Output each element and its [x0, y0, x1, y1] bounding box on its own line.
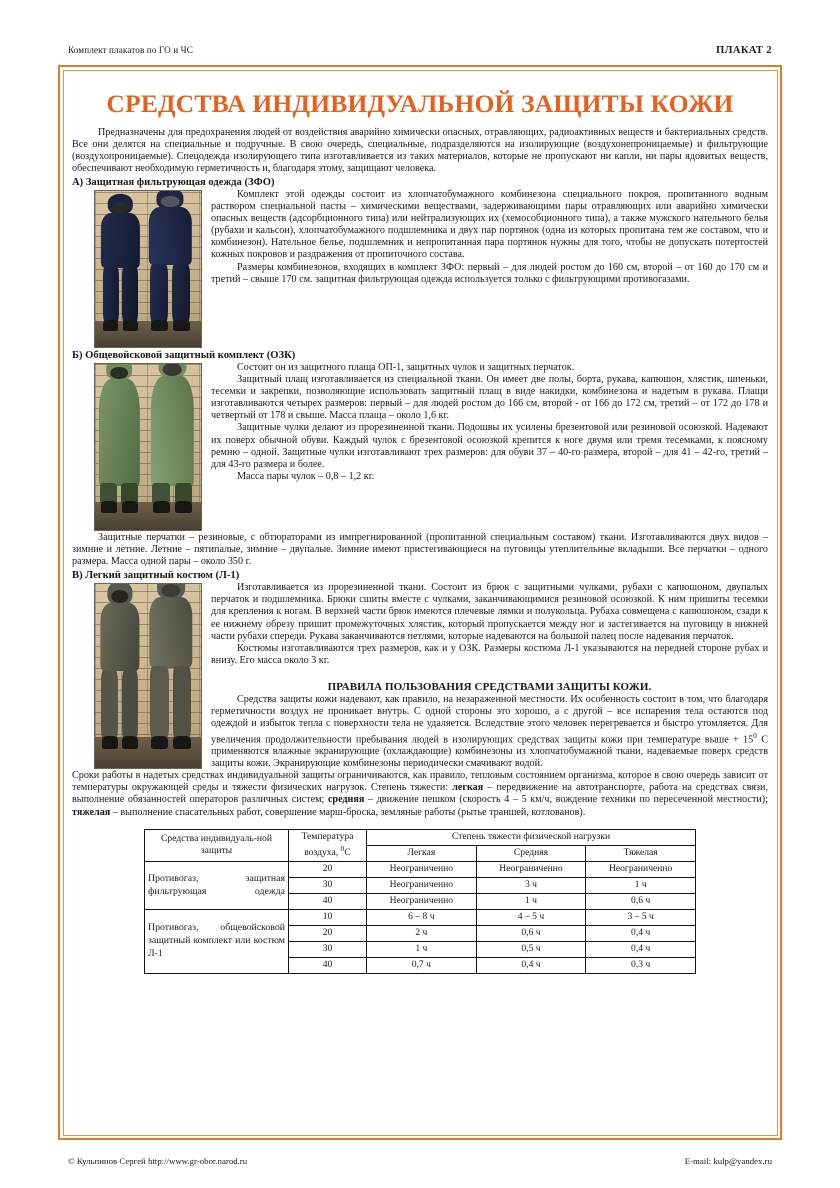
cell-light: 1 ч — [367, 942, 477, 958]
cell-heavy: 3 – 5 ч — [586, 910, 696, 926]
th-temp-line1: Температура — [301, 830, 354, 842]
cell-light: Неограниченно — [367, 894, 477, 910]
rules-p1-part-a: Средства защиты кожи надевают, как правило, на незараженной местности. Их особенность состоит в том, что благодаря герметичности воздух не проникает внутрь. С одной стороны это хорошо, а с другой – все испарения тела остаются под одеждой и избыток тепла с поверхности тела не удаляется. Вследствие этого человек перегревается и быстро утомляется. Для увеличения продолжительности пребывания людей в изолирующих средствах защиты кожи при температуре выше + 15 — [211, 693, 768, 746]
rules-p1-part-b: С применяются влажные экранирующие (охлаждающие) комбинезоны из хлопчатобумажной ткани, надеваемые поверх средств защиты кожи. Экранирующие комбинезоны периодически смачивают водой. — [211, 734, 768, 770]
cell-medium: 4 – 5 ч — [476, 910, 586, 926]
footer-email: E-mail: kulp@yandex.ru — [684, 1156, 772, 1166]
cell-light: Неограниченно — [367, 878, 477, 894]
th-temp-line2a: воздуха, — [304, 847, 341, 859]
section-block-zfo — [72, 189, 768, 285]
zfo-paragraph-1: Комплект этой одежды состоит из хлопчатобумажного комбинезона специального покроя, пропитанного водным раствором специальной пасты – химическими веществами, задерживающими пары отравляющих или аварийно химически опасных веществ (адсорбционного типа) или нейтрализующих их (хемособционного типа), а также мужского нательного белья (рубахи и кальсон), хлопчатобумажного подшлемника и двух пар портянок (одна из которых пропитана тем же составом, что и комбинезон). Нательное белье, подшлемник и непропитанная пара портянок нужны для того, чтобы не допускать потертостей кожных покровов и раздражения от пропиточного состава. — [211, 189, 768, 261]
cell-medium: Неограниченно — [476, 862, 586, 878]
cell-heavy: 0,6 ч — [586, 894, 696, 910]
cell-heavy: 0,3 ч — [586, 958, 696, 974]
page-title: СРЕДСТВА ИНДИВИДУАЛЬНОЙ ЗАЩИТЫ КОЖИ — [106, 89, 734, 118]
th-temp-line2b: С — [344, 847, 351, 859]
ozk-paragraph-1: Состоит он из защитного плаща ОП-1, защитных чулок и защитных перчаток. — [237, 362, 575, 374]
duration-table-body — [145, 862, 696, 974]
l1-paragraph-2: Костюмы изготавливаются трех размеров, как и у ОЗК. Размеры костюма Л-1 указываются на передней стороне рубах и внизу. Его масса около 3 кг. — [211, 642, 768, 666]
running-header-left: Комплект плакатов по ГО и ЧС — [68, 45, 193, 55]
footer-copyright: © Кульпинов Сергей http://www.gr-obor.narod.ru — [68, 1156, 248, 1166]
ozk-paragraph-4: Масса пары чулок – 0,8 – 1,2 кг. — [237, 470, 375, 482]
cell-temp: 10 — [289, 910, 367, 926]
table-row — [145, 862, 696, 878]
cell-temp: 30 — [289, 942, 367, 958]
cell-heavy: 0,4 ч — [586, 942, 696, 958]
work-duration-table — [144, 829, 696, 975]
ozk-paragraph-2: Защитный плащ изготавливается из специальной ткани. Он имеет две полы, борта, рукава, капюшон, хлястик, шпеньки, тесемки и закрепки, позволяющие использовать защитный плащ в виде накидки, комбинезона и надетым в рукава. Плащи изготавливаются четырех размеров: первый – для людей ростом до 166 см, второй - от 166 до 172 см, третий – от 172 до 178 и четвертый от 178 и свыше. Масса плаща – около 1,6 кг. — [211, 374, 768, 422]
degree-sign-2: 0 — [340, 844, 345, 854]
duration-table-wrapper — [72, 819, 768, 973]
cell-temp: 20 — [289, 926, 367, 942]
cell-light: 0,7 ч — [367, 958, 477, 974]
rules-paragraph-2 — [72, 770, 768, 818]
th-air-temperature — [289, 829, 367, 862]
cell-medium: 0,5 ч — [476, 942, 586, 958]
cell-light: 6 – 8 ч — [367, 910, 477, 926]
severity-heavy-label: тяжелая — [72, 806, 111, 818]
section-heading-ozk: Б) Общевойсковой защитный комплект (ОЗК) — [72, 350, 296, 362]
cell-group-name-2: Противогаз, общевойсковой защитный комплект или костюм Л-1 — [145, 910, 289, 974]
degree-sign-1: 0 — [753, 730, 757, 740]
cell-heavy: 0,4 ч — [586, 926, 696, 942]
running-header — [68, 45, 772, 56]
rules-p2-part-c: – передвижение на автотранспорте, работа на средствах связи, выполнение обязанностей операторов различных систем; — [72, 782, 768, 806]
cell-temp: 40 — [289, 958, 367, 974]
cell-light: 2 ч — [367, 926, 477, 942]
page-footer — [68, 1156, 772, 1166]
rules-p2-part-d: – движение пешком (скорость 4 – 5 км/ч, вождение техники по пересеченной местности); — [364, 794, 768, 806]
cell-heavy: 1 ч — [586, 878, 696, 894]
section-block-l1 — [72, 582, 768, 770]
ozk-paragraph-5: Защитные перчатки – резиновые, с обтюраторами из импрегнированной (пропитанной специальным составом) ткани. Изготавливаются двух видов – зимние и летние. Летние – пятипалые, зимние – двупалые. Зимние имеют пристегивающиеся на пуговицы утеплительные вкладыши. Все перчатки – одного размера. Масса одной пары – около 350 г. — [72, 532, 768, 568]
running-header-right: ПЛАКАТ 2 — [716, 45, 772, 56]
rules-p2-part-a: Сроки работы в надетых средствах индивидуальной защиты ограничиваются, как правило, тепловым состоянием организма, которое в свою очередь зависит от температуры окружающей среды и тяжести физических нагрузок. Степень тяжести: — [72, 770, 768, 794]
cell-temp: 20 — [289, 862, 367, 878]
section-block-ozk — [72, 362, 768, 568]
l1-paragraph-1: Изготавливается из прорезиненной ткани. Состоит из брюк с защитными чулками, рубахи с капюшоном, двупалых перчаток и подшлемника. Брюки сшиты вместе с чулками, заканчивающимися резиновой осоюзкой. К ним пришиты тесемки для крепления к ногам. В верхней части брюк имеются плечевые лямки и полукольца. Рубаха совмещена с капюшоном, сзади к ее нижнему обрезу пришит промежуточных хлястик, который пропускается между ног и застегивается на пуговицу в нижней части рубахи спереди. Рукава заканчиваются петлями, которые надеваются на большой палец после надевания перчаток. — [211, 582, 768, 642]
th-load-medium: Средняя — [476, 845, 586, 861]
severity-light-label: легкая — [452, 782, 484, 794]
rules-p2-part-e: – выполнение спасательных работ, совершение марш-броска, земляные работы (рытье траншей, котлованов). — [110, 806, 586, 818]
cell-light: Неограниченно — [367, 862, 477, 878]
cell-medium: 0,4 ч — [476, 958, 586, 974]
cell-medium: 0,6 ч — [476, 926, 586, 942]
cell-heavy: Неограниченно — [586, 862, 696, 878]
cell-group-name-1: Противогаз, защитная фильтрующая одежда — [145, 862, 289, 910]
cell-temp: 40 — [289, 894, 367, 910]
section-heading-zfo: А) Защитная фильтрующая одежда (ЗФО) — [72, 177, 275, 189]
rules-heading: ПРАВИЛА ПОЛЬЗОВАНИЯ СРЕДСТВАМИ ЗАЩИТЫ КОЖИ. — [327, 680, 652, 693]
th-load-severity-group: Степень тяжести физической нагрузки — [367, 829, 696, 845]
zfo-paragraph-2: Размеры комбинезонов, входящих в комплект ЗФО: первый – для людей ростом до 160 см, второй – от 160 до 170 см и третий – свыше 170 см. защитная фильтрующая одежда используется только с фильтрующими противогазами. — [211, 261, 768, 285]
cell-medium: 3 ч — [476, 878, 586, 894]
photo-ozk — [94, 363, 202, 531]
photo-l1 — [94, 583, 202, 769]
severity-medium-label: средняя — [327, 794, 365, 806]
th-load-heavy: Тяжелая — [586, 845, 696, 861]
table-header-row-1 — [145, 829, 696, 845]
poster-content — [68, 72, 772, 1132]
photo-zfo — [94, 190, 202, 348]
intro-paragraph: Предназначены для предохранения людей от воздействия аварийно химически опасных, отравляющих, радиоактивных веществ и бактериальных средств. Все они делятся на специальные и подручные. В свою очередь, специальные, подразделяются на изолирующие (воздухонепроницаемые) и фильтрующие (воздухопроницаемые). Спецодежда изолирующего типа изготавливается из таких материалов, которые не пропускают ни капли, ни пары ядовитых веществ, обеспечивают необходимую герметичность и, благодаря этому, защищают человека. — [72, 127, 768, 175]
ozk-paragraph-3: Защитные чулки делают из прорезиненной ткани. Подошвы их усилены брезентовой или резиновой осоюзкой. Надевают их поверх обычной обуви. Каждый чулок с брезентовой осоюзкой крепится к ноге двумя или тремя тесемками, к поясному ремню – одной. Защитные чулки изготавливают трех размеров: для обуви 37 – 40-го размера, второй – для 41 – 42-го, третий – для 43-го размера и более. — [211, 422, 768, 470]
section-heading-l1: В) Легкий защитный костюм (Л-1) — [72, 570, 240, 582]
cell-medium: 1 ч — [476, 894, 586, 910]
th-load-light: Легкая — [367, 845, 477, 861]
cell-temp: 30 — [289, 878, 367, 894]
th-protection-means: Средства индивидуаль-ной защиты — [145, 829, 289, 862]
table-row — [145, 910, 696, 926]
